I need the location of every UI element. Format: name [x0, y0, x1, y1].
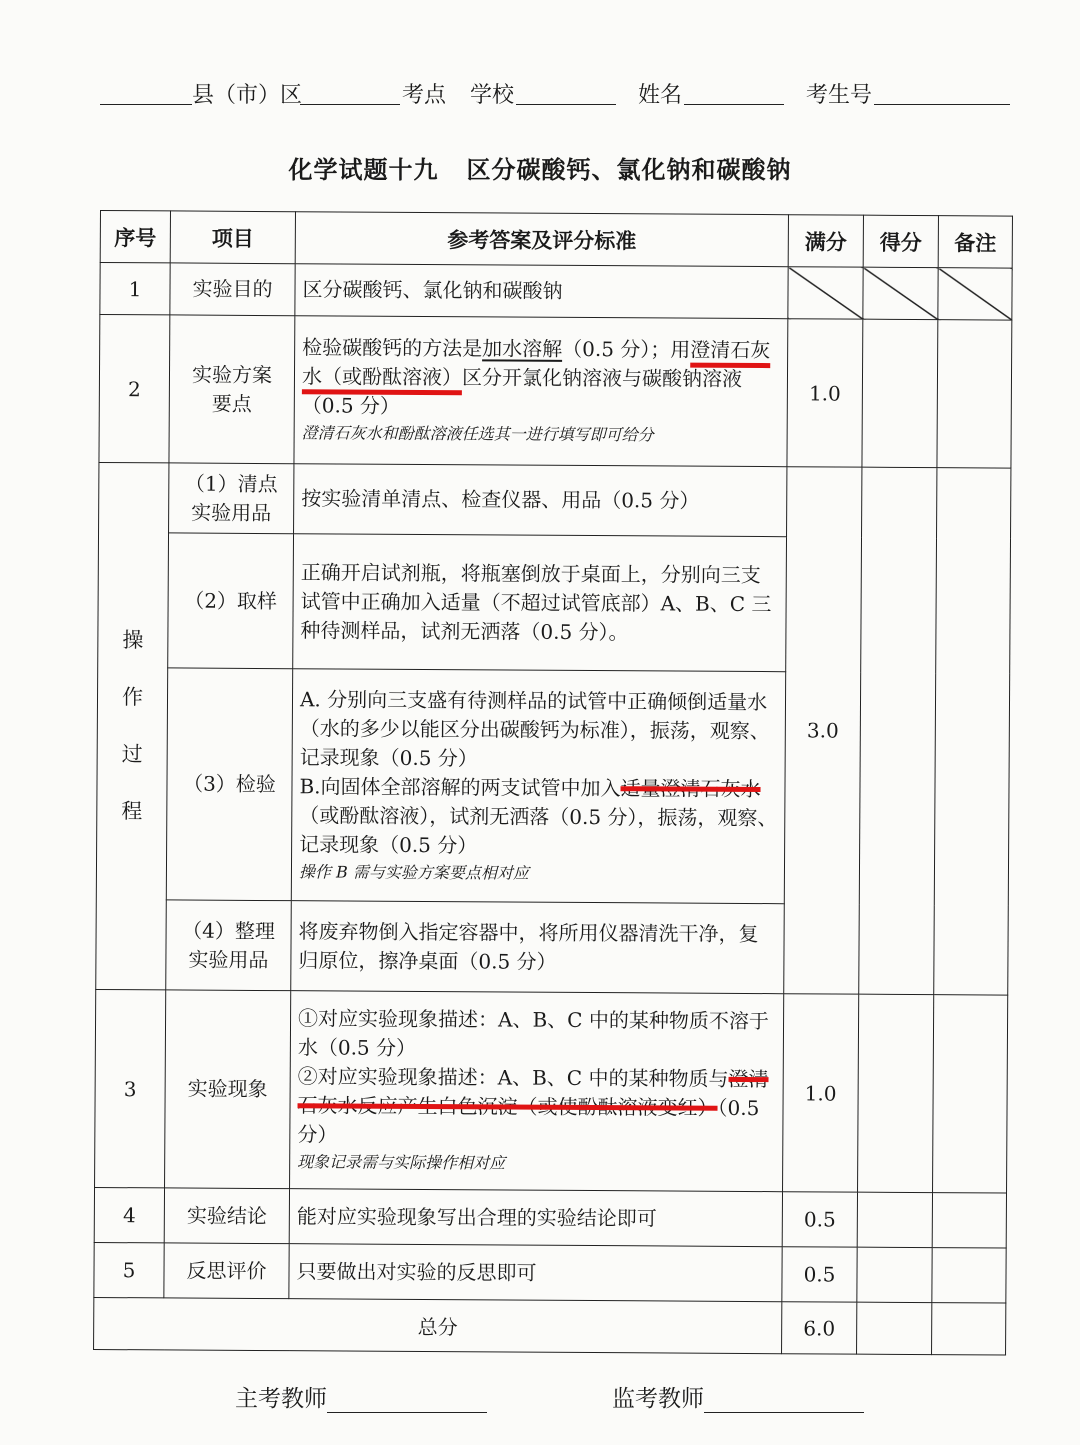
row2-text-c: 区分开氯化钠溶液与碳酸钠溶液（0.5 分）	[301, 365, 743, 418]
row3-phenomenon-1: ①对应实验现象描述：A、B、C 中的某种物质不溶于水（0.5 分）	[297, 1006, 769, 1060]
row4-num: 4	[94, 1187, 164, 1242]
row1-got-slash	[863, 267, 938, 319]
ops-label	[96, 462, 169, 989]
row3-item: 实验现象	[165, 990, 291, 1189]
row3-full-score: 1.0	[783, 994, 859, 1192]
row2-handwritten-answer-1: 加水溶解	[482, 336, 563, 361]
ops-s2-item: （2）取样	[168, 533, 294, 669]
name-label: 姓名	[638, 83, 683, 108]
exam-site-blank[interactable]	[300, 78, 400, 105]
ops-s1-item	[169, 463, 294, 534]
chief-examiner-blank[interactable]	[327, 1388, 487, 1413]
row5-criteria: 只要做出对实验的反思即可	[289, 1244, 782, 1302]
proctor-signature	[612, 1380, 882, 1413]
row3-note: 现象记录需与实际操作相对应	[297, 1152, 506, 1173]
row5-item: 反思评价	[164, 1243, 289, 1299]
ops-s3-step-a: A. 分别向三支盛有待测样品的试管中正确倾倒适量水（水的多少以能区分出碳酸钙为标准），振荡，观察、记录现象（0.5 分）	[299, 686, 770, 770]
table-row	[94, 1242, 1006, 1303]
row3-phenomenon-2-pre: ②对应实验现象描述：A、B、C 中的某种物质与	[297, 1064, 729, 1091]
row2-handwritten-answer-2: 澄清石灰水（或酚酞溶液）	[301, 337, 771, 390]
title-sub: 区分碳酸钙、氯化钠和碳酸钠	[466, 155, 792, 184]
total-remark[interactable]	[932, 1303, 1006, 1355]
ops-full-score: 3.0	[784, 467, 862, 994]
row1-full-slash	[788, 267, 863, 319]
row3-phenomenon-2-post: （0.5 分）	[297, 1095, 760, 1147]
row2-item-line2: 要点	[211, 391, 252, 416]
row1-criteria: 区分碳酸钙、氯化钠和碳酸钠	[295, 264, 788, 319]
header-remark: 备注	[938, 216, 1012, 268]
candidate-info-header	[100, 78, 1015, 112]
table-row	[100, 263, 1012, 321]
ops-s4-criteria: 将废弃物倒入指定容器中，将所用仪器清洗干净，复归原位，擦净桌面（0.5 分）	[291, 901, 785, 994]
total-row	[94, 1297, 1006, 1355]
header-item: 项目	[170, 211, 295, 264]
ops-s3-step-b-pre: B.向固体全部溶解的两支试管中加入	[299, 773, 621, 800]
row2-full-score: 1.0	[787, 319, 863, 467]
row5-got-score[interactable]	[857, 1247, 932, 1302]
ops-char-3: 过	[121, 742, 143, 767]
header-got-score: 得分	[863, 215, 938, 267]
row4-item: 实验结论	[164, 1188, 289, 1244]
proctor-blank[interactable]	[704, 1388, 864, 1413]
row3-got-score[interactable]	[858, 994, 934, 1192]
ops-s1-criteria: 按实验清单清点、检查仪器、用品（0.5 分）	[294, 464, 787, 537]
ops-got-score[interactable]	[859, 467, 937, 994]
proctor-label: 监考教师	[612, 1386, 704, 1412]
row1-num: 1	[100, 263, 170, 315]
name-blank[interactable]	[684, 78, 784, 105]
ops-s4-item	[166, 900, 292, 991]
ops-char-2: 作	[121, 685, 144, 710]
row2-text-b: （0.5 分）；用	[562, 336, 691, 362]
row1-remark-slash	[938, 268, 1012, 320]
header-full-score: 满分	[788, 215, 863, 267]
ops-s2-criteria: 正确开启试剂瓶，将瓶塞倒放于桌面上，分别向三支试管中正确加入适量（不超过试管底部）A、B、C 三种待测样品，试剂无洒落（0.5 分）。	[293, 534, 787, 672]
ops-char-1: 操	[122, 628, 144, 653]
total-full-score: 6.0	[782, 1302, 857, 1354]
row2-note: 澄清石灰水和酚酞溶液任选其一进行填写即可给分	[301, 423, 654, 445]
row3-red-marked: 澄清石灰水反应产生白色沉淀（或使酚酞溶液变红）	[297, 1066, 769, 1120]
ops-s1-item-line2: 实验用品	[191, 500, 272, 525]
row2-text-a: 检验碳酸钙的方法是	[302, 335, 483, 361]
exam-no-label: 考生号	[806, 83, 873, 108]
row2-criteria	[294, 316, 788, 467]
page-title	[0, 150, 1080, 185]
school-blank[interactable]	[516, 78, 616, 105]
row1-item: 实验目的	[170, 263, 295, 316]
header-criteria: 参考答案及评分标准	[295, 212, 788, 267]
row4-remark[interactable]	[932, 1193, 1006, 1248]
district-blank[interactable]	[100, 78, 192, 105]
ops-s3-note: 操作 B 需与实验方案要点相对应	[298, 861, 529, 883]
table-header-row	[100, 211, 1012, 269]
row3-num: 3	[95, 989, 166, 1187]
row5-full-score: 0.5	[782, 1247, 857, 1302]
ops-remark[interactable]	[934, 468, 1011, 995]
ops-s4-item-line2: 实验用品	[188, 947, 269, 972]
scoring-table	[93, 210, 1013, 1356]
row2-item-line1: 实验方案	[191, 362, 273, 387]
exam-site-label: 考点	[402, 83, 447, 108]
ops-s1-item-line1: （1）清点	[184, 471, 278, 496]
row2-item	[169, 315, 295, 464]
row3-criteria	[290, 991, 784, 1192]
exam-no-blank[interactable]	[874, 78, 1010, 105]
row4-got-score[interactable]	[857, 1192, 932, 1247]
ops-s3-step-b-post: （或酚酞溶液），试剂无洒落（0.5 分），振荡，观察、记录现象（0.5 分）	[299, 802, 778, 857]
ops-s3-red-marked: 适量澄清石灰水	[620, 775, 761, 801]
total-label: 总分	[94, 1297, 782, 1353]
chief-examiner-signature	[235, 1380, 487, 1413]
header-num: 序号	[100, 211, 170, 263]
ops-s3-criteria	[291, 669, 785, 904]
row4-full-score: 0.5	[782, 1192, 857, 1247]
total-got-score[interactable]	[857, 1302, 932, 1354]
row4-criteria: 能对应实验现象写出合理的实验结论即可	[289, 1189, 782, 1247]
table-row	[99, 462, 1011, 538]
ops-s3-item: （3）检验	[166, 668, 292, 901]
table-row	[99, 315, 1012, 469]
district-label: 县（市）区	[192, 83, 303, 108]
ops-char-4: 程	[121, 799, 143, 824]
table-row	[94, 1187, 1006, 1248]
school-label: 学校	[470, 83, 515, 108]
row2-num: 2	[99, 315, 170, 463]
row3-remark[interactable]	[933, 995, 1008, 1193]
chief-examiner-label: 主考教师	[235, 1386, 327, 1412]
row5-num: 5	[94, 1242, 164, 1297]
table-row	[95, 989, 1008, 1193]
ops-s4-item-line1: （4）整理	[182, 918, 276, 943]
title-main: 化学试题十九	[288, 155, 439, 184]
row2-got-score[interactable]	[862, 319, 938, 467]
row2-remark[interactable]	[937, 320, 1012, 468]
row5-remark[interactable]	[932, 1248, 1006, 1303]
